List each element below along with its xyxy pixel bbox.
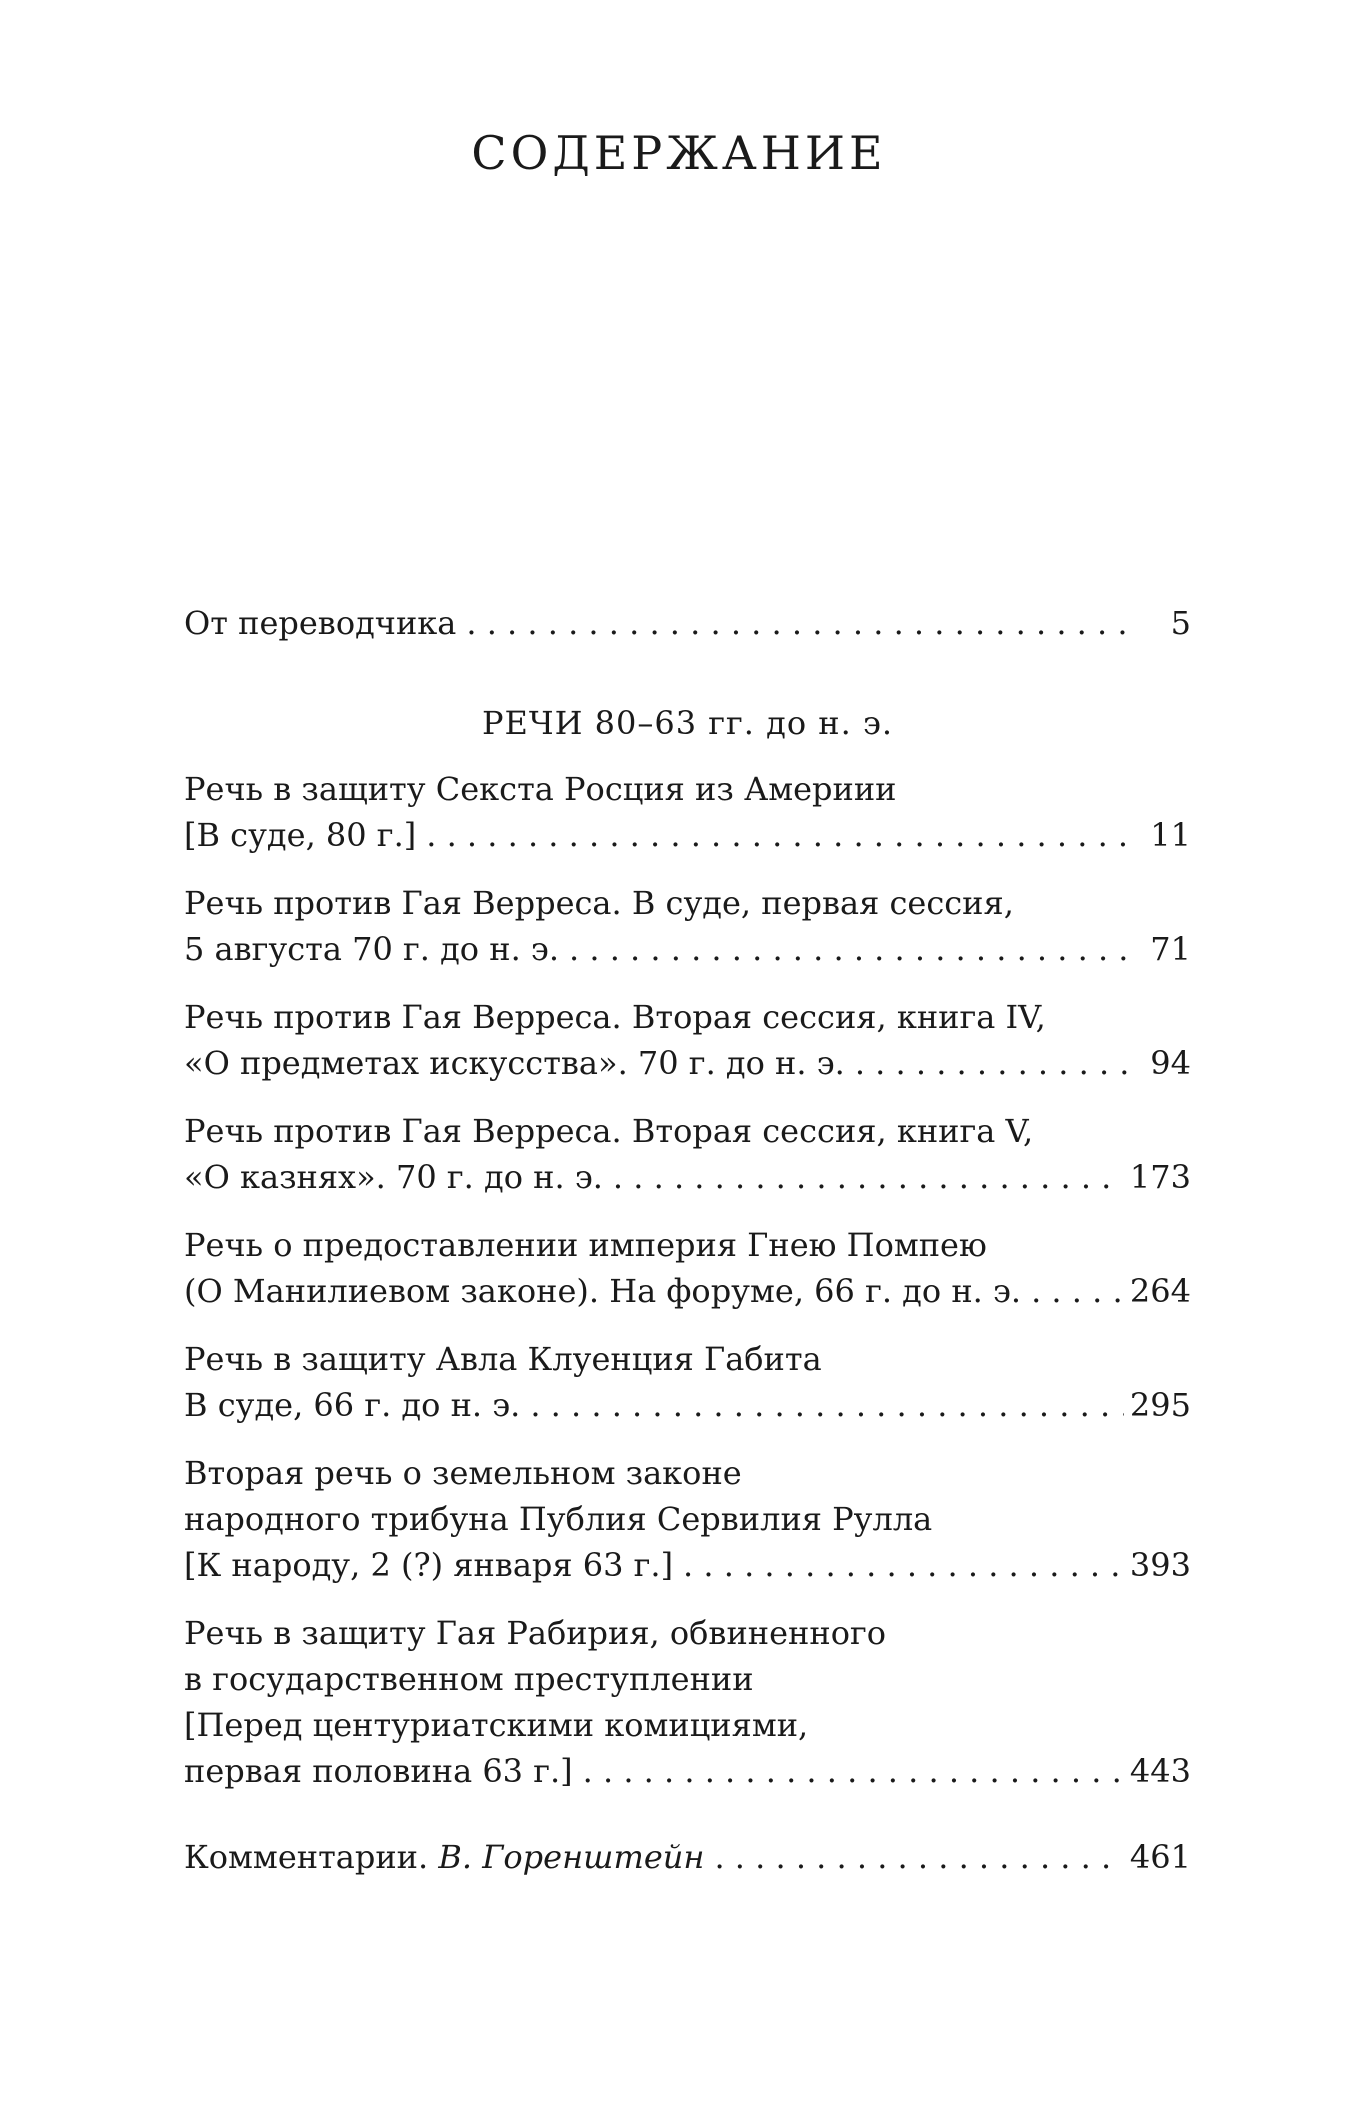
entry-title: От переводчика [184, 604, 457, 642]
entry-line: (О Манилиевом законе). На форуме, 66 г. до н. э. [184, 1272, 1022, 1310]
entry-line: [В суде, 80 г.] [184, 816, 417, 854]
page-number: 11 [1150, 816, 1191, 854]
commentary-label: Комментарии. [184, 1838, 439, 1876]
page-number: 71 [1150, 930, 1191, 968]
entry-line: [К народу, 2 (?) января 63 г.] [184, 1546, 674, 1584]
table-of-contents [184, 600, 1191, 1880]
entry-line: Речь о предоставлении империя Гнею Помпею [184, 1226, 987, 1264]
page-number: 393 [1129, 1546, 1191, 1584]
dot-leader [569, 926, 1135, 972]
toc-entry[interactable] [184, 1108, 1191, 1200]
toc-entry[interactable] [184, 1222, 1191, 1314]
dot-leader [855, 1040, 1135, 1086]
page-number: 295 [1129, 1386, 1191, 1424]
entry-line: Речь в защиту Гая Рабирия, обвиненного [184, 1614, 886, 1652]
toc-entry-intro[interactable] [184, 600, 1191, 646]
dot-leader [683, 1542, 1124, 1588]
entry-line: Речь против Гая Верреса. В суде, первая сессия, [184, 884, 1014, 922]
entry-title [184, 1834, 704, 1880]
dot-leader [530, 1382, 1124, 1428]
entry-line: Вторая речь о земельном законе [184, 1454, 742, 1492]
entry-line: Речь в защиту Секста Росция из Америии [184, 770, 897, 808]
entry-line: [Перед центуриатскими комициями, [184, 1706, 809, 1744]
section-heading: РЕЧИ 80–63 гг. до н. э. [481, 704, 894, 742]
dot-leader [466, 600, 1135, 646]
page-number: 461 [1129, 1838, 1191, 1876]
dot-leader [1031, 1268, 1124, 1314]
entry-line: «О казнях». 70 г. до н. э. [184, 1158, 603, 1196]
entry-line: В суде, 66 г. до н. э. [184, 1386, 521, 1424]
entry-line: Речь против Гая Верреса. Вторая сессия, книга V, [184, 1112, 1034, 1150]
entry-line: народного трибуна Публия Сервилия Рулла [184, 1500, 933, 1538]
dot-leader [583, 1748, 1124, 1794]
toc-entry[interactable] [184, 1336, 1191, 1428]
toc-entry[interactable] [184, 994, 1191, 1086]
page-number: 5 [1170, 604, 1191, 642]
dot-leader [714, 1834, 1123, 1880]
toc-entry[interactable] [184, 880, 1191, 972]
toc-entry[interactable] [184, 766, 1191, 858]
toc-entry[interactable] [184, 1610, 1191, 1794]
dot-leader [613, 1154, 1124, 1200]
entry-line: Речь против Гая Верреса. Вторая сессия, книга IV, [184, 998, 1046, 1036]
page-number: 173 [1129, 1158, 1191, 1196]
page-number: 94 [1150, 1044, 1191, 1082]
entry-line: Речь в защиту Авла Клуенция Габита [184, 1340, 822, 1378]
page-number: 264 [1129, 1272, 1191, 1310]
dot-leader [426, 812, 1135, 858]
entry-line: «О предметах искусства». 70 г. до н. э. [184, 1044, 845, 1082]
toc-entry[interactable] [184, 1450, 1191, 1588]
entry-line: первая половина 63 г.] [184, 1752, 573, 1790]
entry-line: 5 августа 70 г. до н. э. [184, 930, 559, 968]
commentary-author: В. Горенштейн [438, 1838, 705, 1876]
page-number: 443 [1129, 1752, 1191, 1790]
entry-line: в государственном преступлении [184, 1660, 754, 1698]
toc-entry-commentary[interactable] [184, 1834, 1191, 1880]
page-title: СОДЕРЖАНИЕ [471, 126, 887, 180]
